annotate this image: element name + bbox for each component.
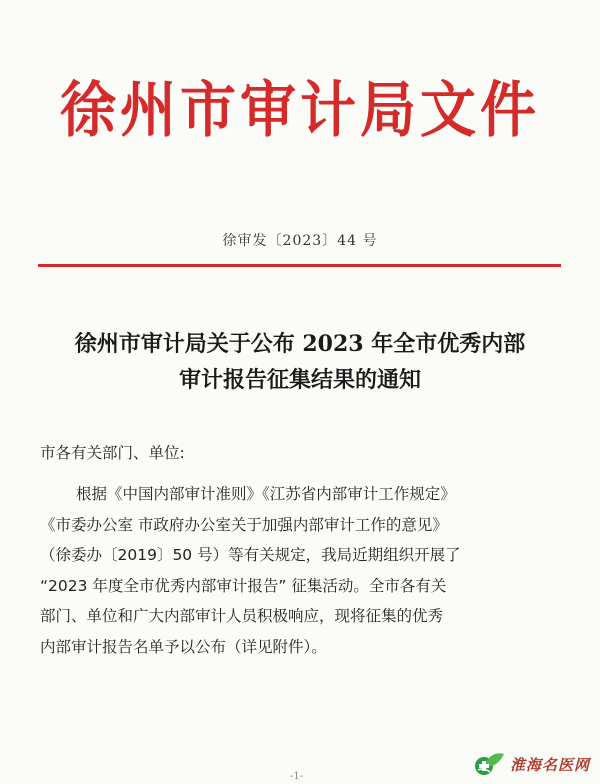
notice-title-line-2: 审计报告征集结果的通知 xyxy=(178,367,421,393)
body-line: 《市委办公室 市政府办公室关于加强内部审计工作的意见》 xyxy=(40,515,448,534)
leaf-logo-icon xyxy=(472,750,506,778)
page-number: -1- xyxy=(290,771,304,782)
site-watermark xyxy=(472,750,590,778)
body-line: 部门、单位和广大内部审计人员积极响应，现将征集的优秀 xyxy=(40,607,444,625)
watermark-text: 淮海名医网 xyxy=(509,755,590,774)
notice-title-line-1: 徐州市审计局关于公布 2023 年全市优秀内部 xyxy=(74,331,526,357)
agency-header-title: 徐州市审计局文件 xyxy=(60,74,540,146)
body-line: “2023 年度全市优秀内部审计报告” 征集活动。全市各有关 xyxy=(40,576,447,595)
document-number: 徐审发〔2023〕44 号 xyxy=(222,233,378,249)
body-line: 根据《中国内部审计准则》《江苏省内部审计工作规定》 xyxy=(76,485,456,503)
salutation: 市各有关部门、单位: xyxy=(40,444,185,462)
body-line: （徐委办〔2019〕50 号）等有关规定，我局近期组织开展了 xyxy=(40,546,461,564)
body-line: 内部审计报告名单予以公布（详见附件）。 xyxy=(40,637,327,656)
red-divider-line xyxy=(38,264,561,267)
body-paragraph xyxy=(40,479,562,662)
notice-title xyxy=(40,326,560,398)
